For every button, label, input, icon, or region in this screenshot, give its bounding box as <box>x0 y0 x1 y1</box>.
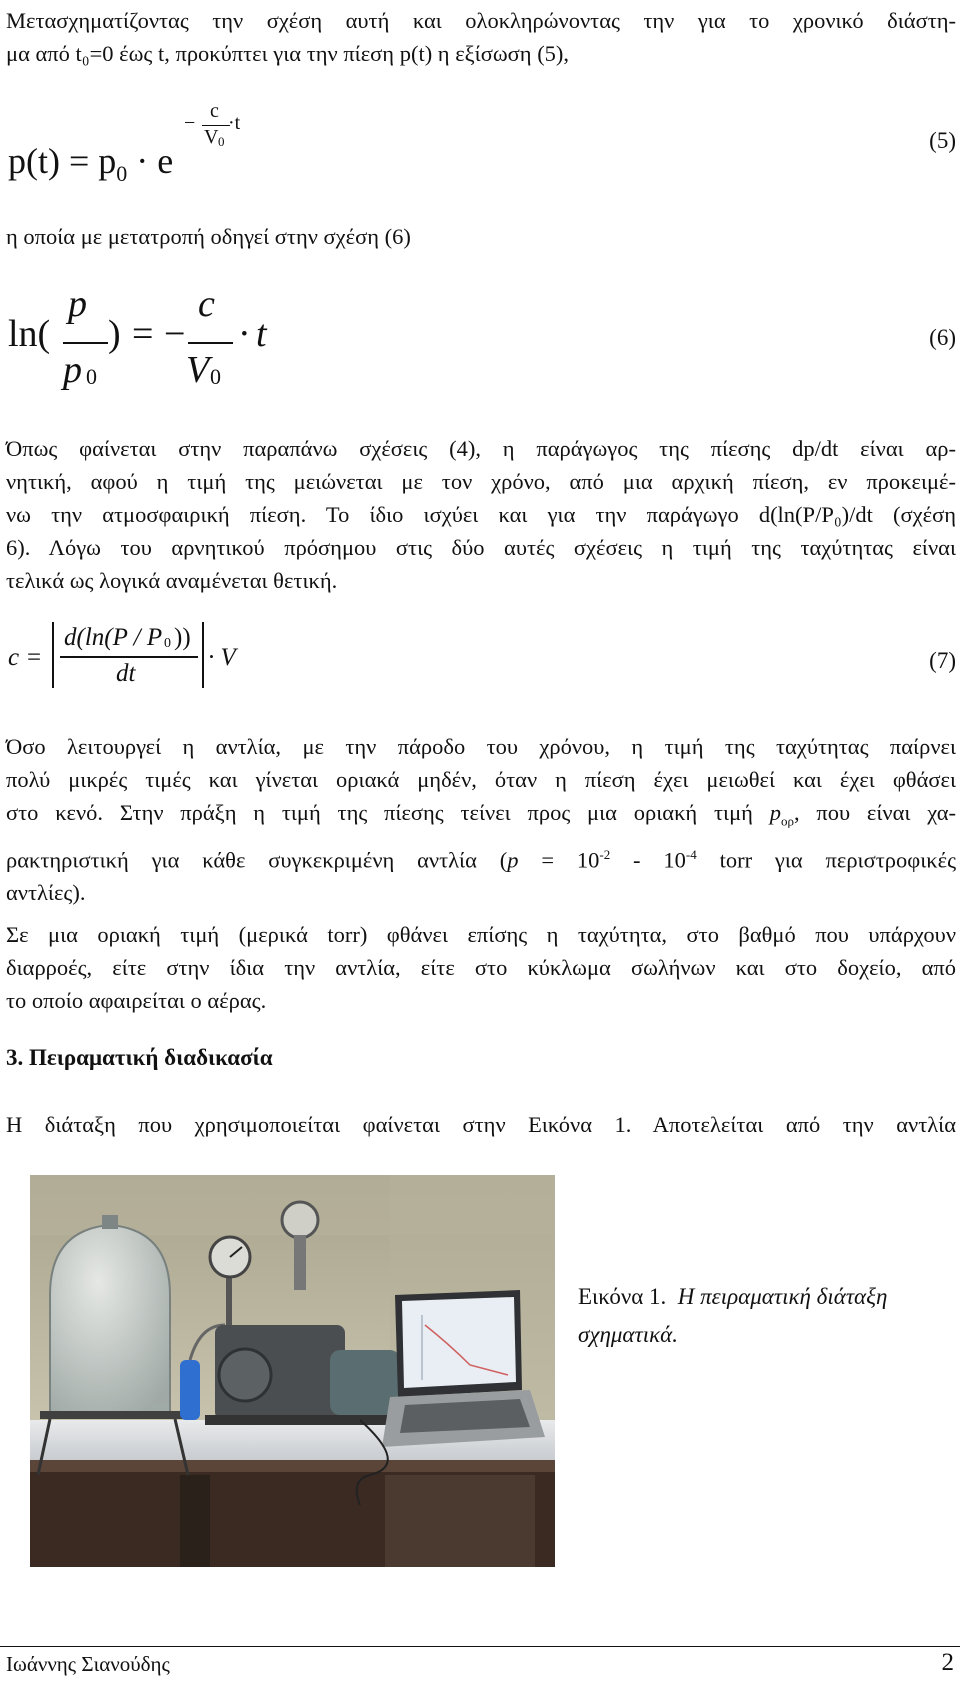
text-line <box>6 838 956 877</box>
eq6-p: p <box>68 283 87 325</box>
paragraph-transform <box>6 220 956 253</box>
superscript: -4 <box>685 846 697 862</box>
eq6-V-sub: 0 <box>210 364 221 389</box>
eq7-lhs: c = <box>8 644 43 671</box>
eq6-fraction-bar-1 <box>63 342 108 344</box>
eq7-fraction-bar <box>60 656 198 658</box>
caption-text: Η πειραματική διάταξη <box>677 1284 888 1309</box>
eq6-close: ) <box>108 313 121 355</box>
eq5-exp-base: · e <box>136 141 174 181</box>
eq5-exp-minus: − <box>184 112 196 134</box>
paragraph-setup <box>6 1108 956 1141</box>
equation-number-7: (7) <box>929 648 956 673</box>
section-heading: 3. Πειραματική διαδικασία <box>6 1045 273 1070</box>
eq7-abs-left <box>52 622 54 688</box>
eq7-num-sub: 0 <box>164 636 171 651</box>
footer-author: Ιωάννης Σιανούδης <box>6 1652 170 1676</box>
text-line: Μετασχηματίζοντας την σχέση αυτή και ολοκληρώνοντας την για το χρονικό διάστη- <box>6 8 956 33</box>
text-line: νητική, αφού η τιμή της μειώνεται με τον χρόνο, από μια αρχική πίεση, εν προκειμέ- <box>6 469 956 494</box>
subscript: ορ <box>780 813 794 829</box>
symbol-p: p <box>769 800 781 825</box>
text-run: - 10 <box>610 847 686 872</box>
eq7-rhs: · V <box>208 644 236 671</box>
paragraph-pump-limit <box>6 730 956 909</box>
text-line: 6). Λόγω του αρνητικού πρόσημου στις δύο αυτές σχέσεις η τιμή της ταχύτητας είναι <box>6 535 956 560</box>
eq7-num: d(ln(P / P <box>64 624 163 651</box>
text-run: = 10 <box>518 847 600 872</box>
eq6-ln: ln( <box>8 313 51 355</box>
symbol-p: p <box>507 847 519 872</box>
equation-number-5: (5) <box>929 128 956 153</box>
page-number: 2 <box>941 1649 954 1676</box>
text-line: νω την ατμοσφαιρική πίεση. Το ίδιο ισχύει και για την παράγωγο d(ln(P/P₀)/dt (σχέση <box>6 502 956 527</box>
text-line: διαρροές, είτε στην ίδια την αντλία, είτε στο κύκλωμα σωλήνων και στο δοχείο, από <box>6 955 956 980</box>
setup-photo-drawing <box>30 1175 555 1567</box>
text-line: τελικά ως λογικά αναμένεται θετική. <box>6 568 338 593</box>
eq6-eq: = <box>132 313 154 355</box>
text-line: πολύ μικρές τιμές και γίνεται οριακά μηδέν, όταν η πίεση έχει μειωθεί και έχει φθάσει <box>6 767 956 792</box>
text-line: Σε μια οριακή τιμή (μερικά torr) φθάνει επίσης η ταχύτητα, στο βαθμό που υπάρχουν <box>6 922 956 947</box>
text-line: αντλίες). <box>6 880 86 905</box>
eq7-num-close: )) <box>174 624 191 651</box>
text-run: ρακτηριστική για κάθε συγκεκριμένη αντλία ( <box>6 847 508 872</box>
figure-caption <box>578 1278 958 1354</box>
eq6-dot: · <box>238 313 251 355</box>
text-line: Η διάταξη που χρησιμοποιείται φαίνεται στην Εικόνα 1. Αποτελείται από την αντλία <box>6 1112 956 1137</box>
text-line <box>6 796 956 838</box>
eq6-p0: p <box>63 349 82 391</box>
text-run: , που είναι χα- <box>793 800 956 825</box>
paragraph-leakage <box>6 918 956 1017</box>
caption-text-line2: σχηματικά. <box>578 1322 678 1347</box>
equation-7 <box>8 620 268 700</box>
equation-5 <box>8 140 173 187</box>
text-line: Όπως φαίνεται στην παραπάνω σχέσεις (4), η παράγωγος της πίεσης dp/dt είναι αρ- <box>6 436 956 461</box>
eq6-t: t <box>256 313 267 355</box>
eq5-exp-den-sub: 0 <box>218 134 225 149</box>
text-line: το οποίο αφαιρείται ο αέρας. <box>6 988 267 1013</box>
eq6-fraction-bar-2 <box>188 342 233 344</box>
text-line: Όσο λειτουργεί η αντλία, με την πάροδο του χρόνου, η τιμή της ταχύτητας παίρνει <box>6 734 956 759</box>
text-line: μα από t₀=0 έως t, προκύπτει για την πίεση p(t) η εξίσωση (5), <box>6 41 570 66</box>
experimental-setup-photo <box>30 1175 555 1567</box>
eq6-p0-sub: 0 <box>86 364 97 389</box>
eq5-exp-t: ·t <box>228 112 241 134</box>
eq6-c: c <box>198 283 215 325</box>
caption-label: Εικόνα 1. <box>578 1284 667 1309</box>
eq5-exp-den: V <box>204 126 219 148</box>
eq5-exp-num: c <box>210 100 219 122</box>
paragraph-derivative <box>6 432 956 597</box>
text-run: torr για περιστροφικές <box>696 847 956 872</box>
eq7-abs-right <box>202 622 204 688</box>
text-line: η οποία με μετατροπή οδηγεί στην σχέση (6) <box>6 224 411 249</box>
footer-rule <box>0 1646 960 1647</box>
eq6-V: V <box>186 349 210 391</box>
eq6-minus: − <box>164 313 186 355</box>
text-run: στο κενό. Στην πράξη η τιμή της πίεσης τείνει προς μια οριακή τιμή <box>6 800 770 825</box>
eq5-lhs: p(t) = p <box>8 141 117 181</box>
eq7-den: dt <box>116 660 136 687</box>
paragraph-intro <box>6 4 956 70</box>
equation-5-exponent <box>184 100 254 160</box>
eq5-sub: 0 <box>116 161 128 186</box>
equation-6 <box>8 282 308 402</box>
equation-number-6: (6) <box>929 325 956 350</box>
superscript: -2 <box>599 846 611 862</box>
